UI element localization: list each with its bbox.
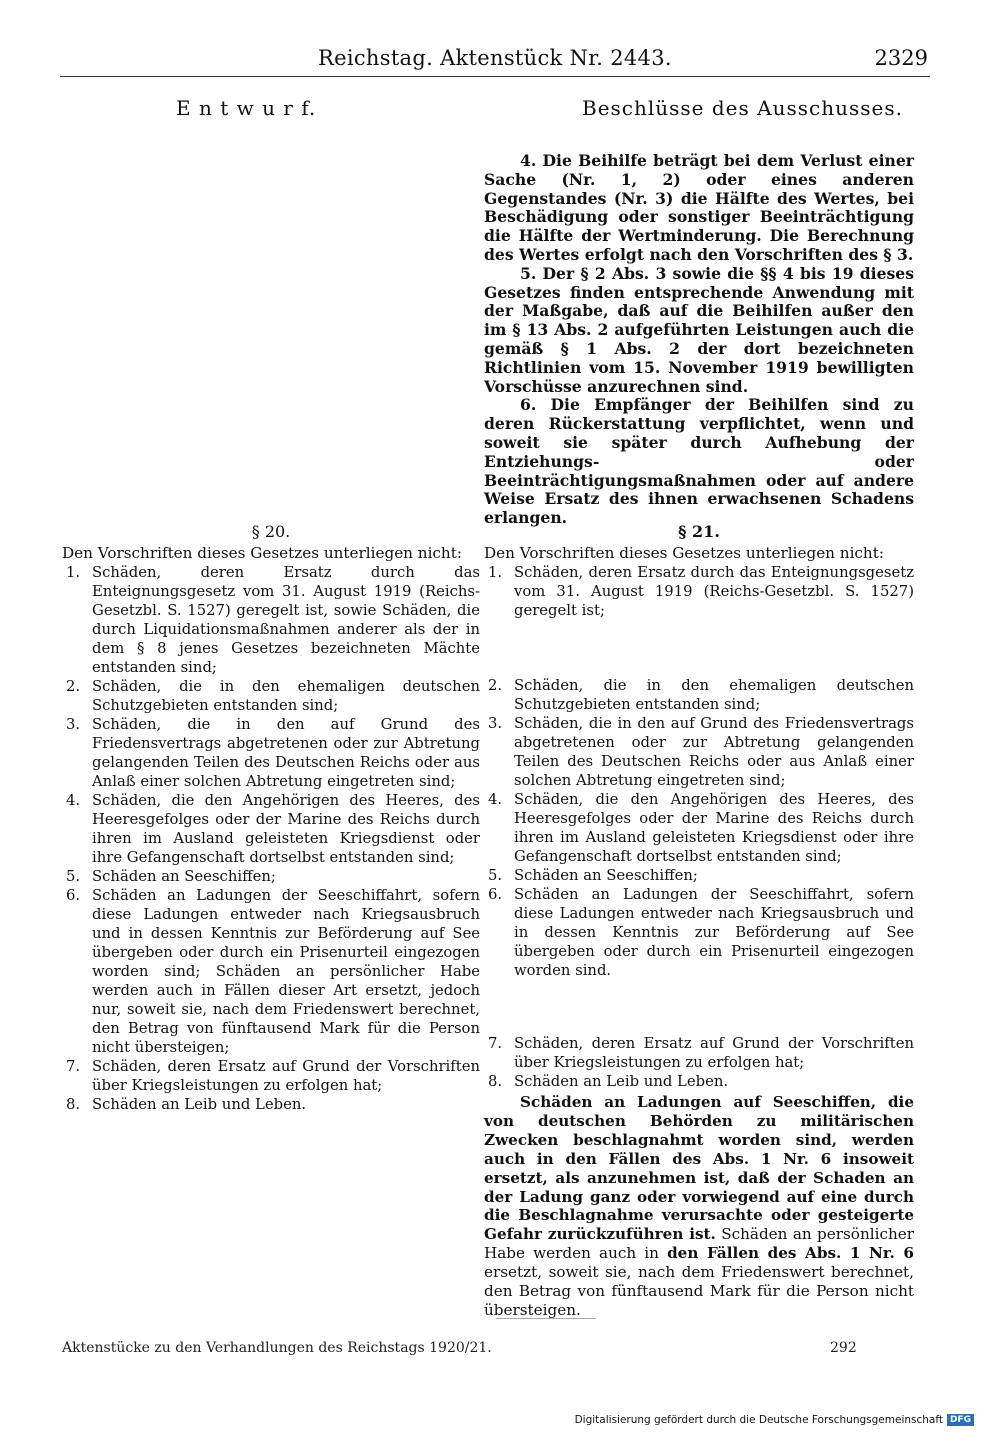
dfg-logo-icon: DFG (947, 1414, 974, 1426)
footer-source: Aktenstücke zu den Verhandlungen des Reichstags 1920/21. (62, 1340, 492, 1356)
list-item: 5. Schäden an Seeschiffen; (66, 867, 276, 885)
list-item: 1. Schäden, deren Ersatz durch das Enteignungsgesetz vom 31. August 1919 (Reichs-Gesetzbl. S. 1527) geregelt ist, sowie Schäden, die durch Liquidationsmaßnahmen anderer als der in dem § 8 jenes Gesetzes bezeichneten Mächte entstanden sind; (66, 563, 480, 676)
divider-rule (496, 1318, 596, 1319)
section-20-intro: Den Vorschriften dieses Gesetzes unterliegen nicht: (62, 544, 462, 562)
section-21-body-b (484, 676, 914, 980)
final-bold-b: den Fällen des Abs. 1 Nr. 6 (667, 1244, 914, 1263)
credit-text: Digitalisierung gefördert durch die Deutsche Forschungsgemeinschaft (574, 1414, 943, 1426)
list-item: 3. Schäden, die in den auf Grund des Friedensvertrags abgetretenen oder zur Abtretung gelangenden Teilen des Deutschen Reichs oder aus Anlaß einer solchen Abtretung eingetreten sind; (488, 715, 914, 789)
list-item: 6. Schäden an Ladungen der Seeschiffahrt, sofern diese Ladungen entweder nach Kriegsausbruch und in dessen Kenntnis zur Beförderung auf See übergeben oder durch ein Prisenurteil eingezogen worden sind; Schäden an persönlicher Habe werden auch in Fällen dieser Art ersetzt, jedoch nur, soweit sie, nach dem Friedenswert berechnet, den Betrag von fünftausend Mark für die Person nicht übersteigen; (66, 886, 480, 1056)
footer-number: 292 (830, 1340, 857, 1356)
section-21-list-a (484, 563, 914, 620)
list-item: 4. Schäden, die den Angehörigen des Heeres, des Heeresgefolges oder der Marine des Reichs durch ihren im Ausland geleisteten Kriegsdienst oder ihre Gefangenschaft dortselbst entstanden sind; (488, 791, 914, 865)
left-column-heading: E n t w u r f. (176, 96, 317, 120)
header-rule (60, 76, 930, 77)
section-21-body-c (484, 1034, 914, 1320)
list-item: 2. Schäden, die in den ehemaligen deutschen Schutzgebieten entstanden sind; (488, 677, 914, 713)
section-21-body (484, 544, 914, 620)
final-normal-a: Schäden an persönlicher Habe werden auch in (484, 1225, 914, 1263)
paragraph-6: 6. Die Empfänger der Beihilfen sind zu deren Rückerstattung verpflichtet, wenn und soweit sie später durch Aufhebung der Entziehungs- oder Beeinträchtigungsmaßnahmen oder auf andere Weise Ersatz des ihnen erwachsenen Schadens erlangen. (484, 395, 914, 528)
list-item: 4. Schäden, die den Angehörigen des Heeres, des Heeresgefolges oder der Marine des Reichs durch ihren im Ausland geleisteten Kriegsdienst oder ihre Gefangenschaft dortselbst entstanden sind; (66, 791, 480, 866)
section-20-list (62, 563, 480, 1114)
list-item: 7. Schäden, deren Ersatz auf Grund der Vorschriften über Kriegsleistungen zu erfolgen hat; (66, 1057, 480, 1094)
page-number: 2329 (874, 46, 928, 70)
header-title: Reichstag. Aktenstück Nr. 2443. (318, 46, 672, 70)
list-item: 8. Schäden an Leib und Leben. (488, 1073, 729, 1090)
section-21-title: § 21. (678, 522, 720, 541)
section-20-title: § 20. (251, 522, 291, 541)
page-header (0, 46, 1000, 76)
section-20-body (62, 544, 480, 1114)
list-item: 2. Schäden, die in den ehemaligen deutschen Schutzgebieten entstanden sind; (66, 677, 480, 714)
list-item: 6. Schäden an Ladungen der Seeschiffahrt, sofern diese Ladungen entweder nach Kriegsausbruch und in dessen Kenntnis zur Beförderung auf See übergeben oder durch ein Prisenurteil eingezogen worden sind. (488, 886, 914, 979)
list-item: 1. Schäden, deren Ersatz durch das Enteignungsgesetz vom 31. August 1919 (Reichs-Gesetzbl. S. 1527) geregelt ist; (488, 563, 914, 619)
digitization-credit (575, 1414, 974, 1426)
section-21-list-c (484, 1034, 914, 1091)
final-normal-b: ersetzt, soweit sie, nach dem Friedenswert berechnet, den Betrag von fünftausend Mark für die Person nicht übersteigen. (484, 1263, 914, 1319)
section-21-intro: Den Vorschriften dieses Gesetzes unterliegen nicht: (484, 544, 884, 562)
right-column-heading: Beschlüsse des Ausschusses. (582, 96, 903, 120)
section-21-list-b (484, 676, 914, 980)
section-21-final-paragraph (484, 1093, 914, 1320)
final-bold-a: Schäden an Ladungen auf Seeschiffen, die von deutschen Behörden zu militärischen Zwecken beschlagnahmt worden sind, werden auch in den Fällen des Abs. 1 Nr. 6 insoweit ersetzt, als anzunehmen ist, daß der Schaden an der Ladung ganz oder vorwiegend auf eine durch die Beschlagnahme verursachte oder gesteigerte Gefahr zurückzuführen ist. (484, 1093, 914, 1244)
paragraph-4: 4. Die Beihilfe beträgt bei dem Verlust einer Sache (Nr. 1, 2) oder eines anderen Gegenstandes (Nr. 3) die Hälfte des Wertes, bei Beschädigung oder sonstiger Beeinträchtigung die Hälfte der Wertminderung. Die Berechnung des Wertes erfolgt nach den Vorschriften des § 3. (484, 151, 914, 264)
paragraph-5: 5. Der § 2 Abs. 3 sowie die §§ 4 bis 19 dieses Gesetzes finden entsprechende Anwendung mit der Maßgabe, daß auf die Beihilfen außer den im § 13 Abs. 2 aufgeführten Leistungen auch die gemäß § 1 Abs. 2 der dort bezeichneten Richtlinien vom 15. November 1919 bewilligten Vorschüsse anzurechnen sind. (484, 263, 914, 396)
list-item: 3. Schäden, die in den auf Grund des Friedensvertrags abgetretenen oder zur Abtretung gelangenden Teilen des Deutschen Reichs oder aus Anlaß einer solchen Abtretung eingetreten sind; (66, 715, 480, 790)
list-item: 7. Schäden, deren Ersatz auf Grund der Vorschriften über Kriegsleistungen zu erfolgen hat; (488, 1035, 914, 1071)
right-upper-block (484, 152, 914, 528)
list-item: 8. Schäden an Leib und Leben. (66, 1095, 307, 1113)
list-item: 5. Schäden an Seeschiffen; (488, 867, 698, 884)
